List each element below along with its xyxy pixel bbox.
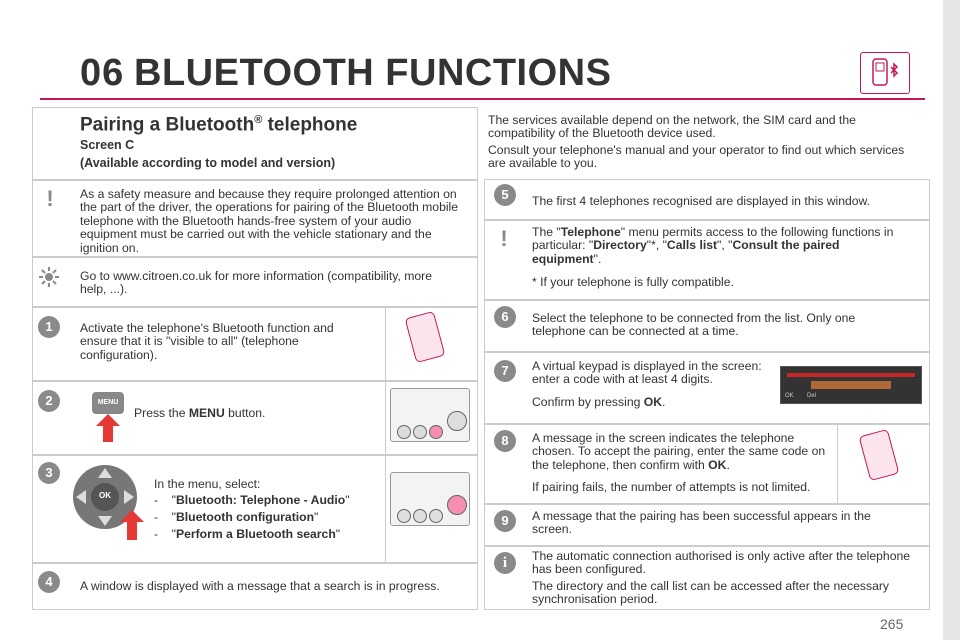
radio-unit-illustration-2	[390, 472, 470, 526]
section-title: Pairing a Bluetooth® telephone	[80, 114, 358, 136]
red-arrow-icon	[120, 510, 144, 545]
info-text-1: The automatic connection authorised is only active after the telephone has been configured.	[532, 549, 911, 577]
chapter-title: BLUETOOTH FUNCTIONS	[134, 52, 612, 94]
step1-text: Activate the telephone's Bluetooth function and ensure that it is "visible to all" (telephone configuration).	[80, 321, 334, 362]
virtual-keypad-screen: OK Del	[780, 366, 922, 404]
menu-button-illustration: MENU	[92, 392, 124, 414]
side-strip	[943, 0, 960, 640]
step-number-5: 5	[494, 184, 516, 206]
telephone-menu-text: The "Telephone" menu permits access to the following functions in particular: "Directory"*, "Calls list", "Consult the paired equipment".	[532, 225, 894, 266]
warning-icon: !	[500, 226, 508, 251]
step-number-3: 3	[38, 462, 60, 484]
info-text-2: The directory and the call list can be accessed after the necessary synchronisation period.	[532, 579, 890, 607]
step3-item-1: - "Bluetooth: Telephone - Audio"	[154, 493, 350, 507]
availability-note: (Available according to model and version)	[80, 156, 336, 170]
header-divider	[40, 98, 925, 100]
step-number-8: 8	[494, 430, 516, 452]
info-icon: i	[494, 552, 516, 574]
step2-text: Press the MENU button.	[134, 406, 266, 420]
bluetooth-phone-icon	[860, 52, 910, 94]
step-number-9: 9	[494, 510, 516, 532]
step-number-2: 2	[38, 390, 60, 412]
step3-item-3: - "Perform a Bluetooth search"	[154, 527, 341, 541]
step-number-6: 6	[494, 306, 516, 328]
step8-text: A message in the screen indicates the telephone chosen. To accept the pairing, enter the same code on the telephone, then confirm with OK.	[532, 431, 826, 472]
warning-icon: !	[46, 186, 54, 211]
red-arrow-icon	[96, 414, 120, 447]
sun-info-icon	[38, 266, 60, 288]
manual-intro: Consult your telephone's manual and your operator to find out which services are available to you.	[488, 143, 905, 171]
step3-item-2: - "Bluetooth configuration"	[154, 510, 319, 524]
step-number-7: 7	[494, 360, 516, 382]
step9-text: A message that the pairing has been successful appears in the screen.	[532, 509, 871, 537]
services-intro: The services available depend on the network, the SIM card and the compatibility of the Bluetooth device used.	[488, 113, 856, 141]
step4-text: A window is displayed with a message that a search is in progress.	[80, 579, 440, 593]
safety-text: As a safety measure and because they require prolonged attention on the part of the driver, the operations for pairing of the Bluetooth mobile telephone with the Bluetooth hands-free system of your audio equipment must be carried out with the vehicle stationary and the ignition on.	[80, 187, 459, 255]
web-text: Go to www.citroen.co.uk for more information (compatibility, more help, ...).	[80, 269, 432, 297]
page-number: 265	[880, 616, 904, 632]
ok-label: OK	[99, 491, 111, 500]
step6-text: Select the telephone to be connected from the list. Only one telephone can be connected at a time.	[532, 311, 856, 339]
step-number-4: 4	[38, 571, 60, 593]
radio-unit-illustration	[390, 388, 470, 442]
step8-note: If pairing fails, the number of attempts is not limited.	[532, 480, 811, 494]
step5-text: The first 4 telephones recognised are displayed in this window.	[532, 194, 871, 208]
step3-intro: In the menu, select:	[154, 477, 261, 491]
step7-confirm: Confirm by pressing OK.	[532, 395, 666, 409]
step-number-1: 1	[38, 316, 60, 338]
compatibility-note: * If your telephone is fully compatible.	[532, 275, 734, 289]
screen-label: Screen C	[80, 138, 135, 152]
chapter-number: 06	[80, 52, 125, 94]
step7-text: A virtual keypad is displayed in the screen: enter a code with at least 4 digits.	[532, 359, 762, 387]
